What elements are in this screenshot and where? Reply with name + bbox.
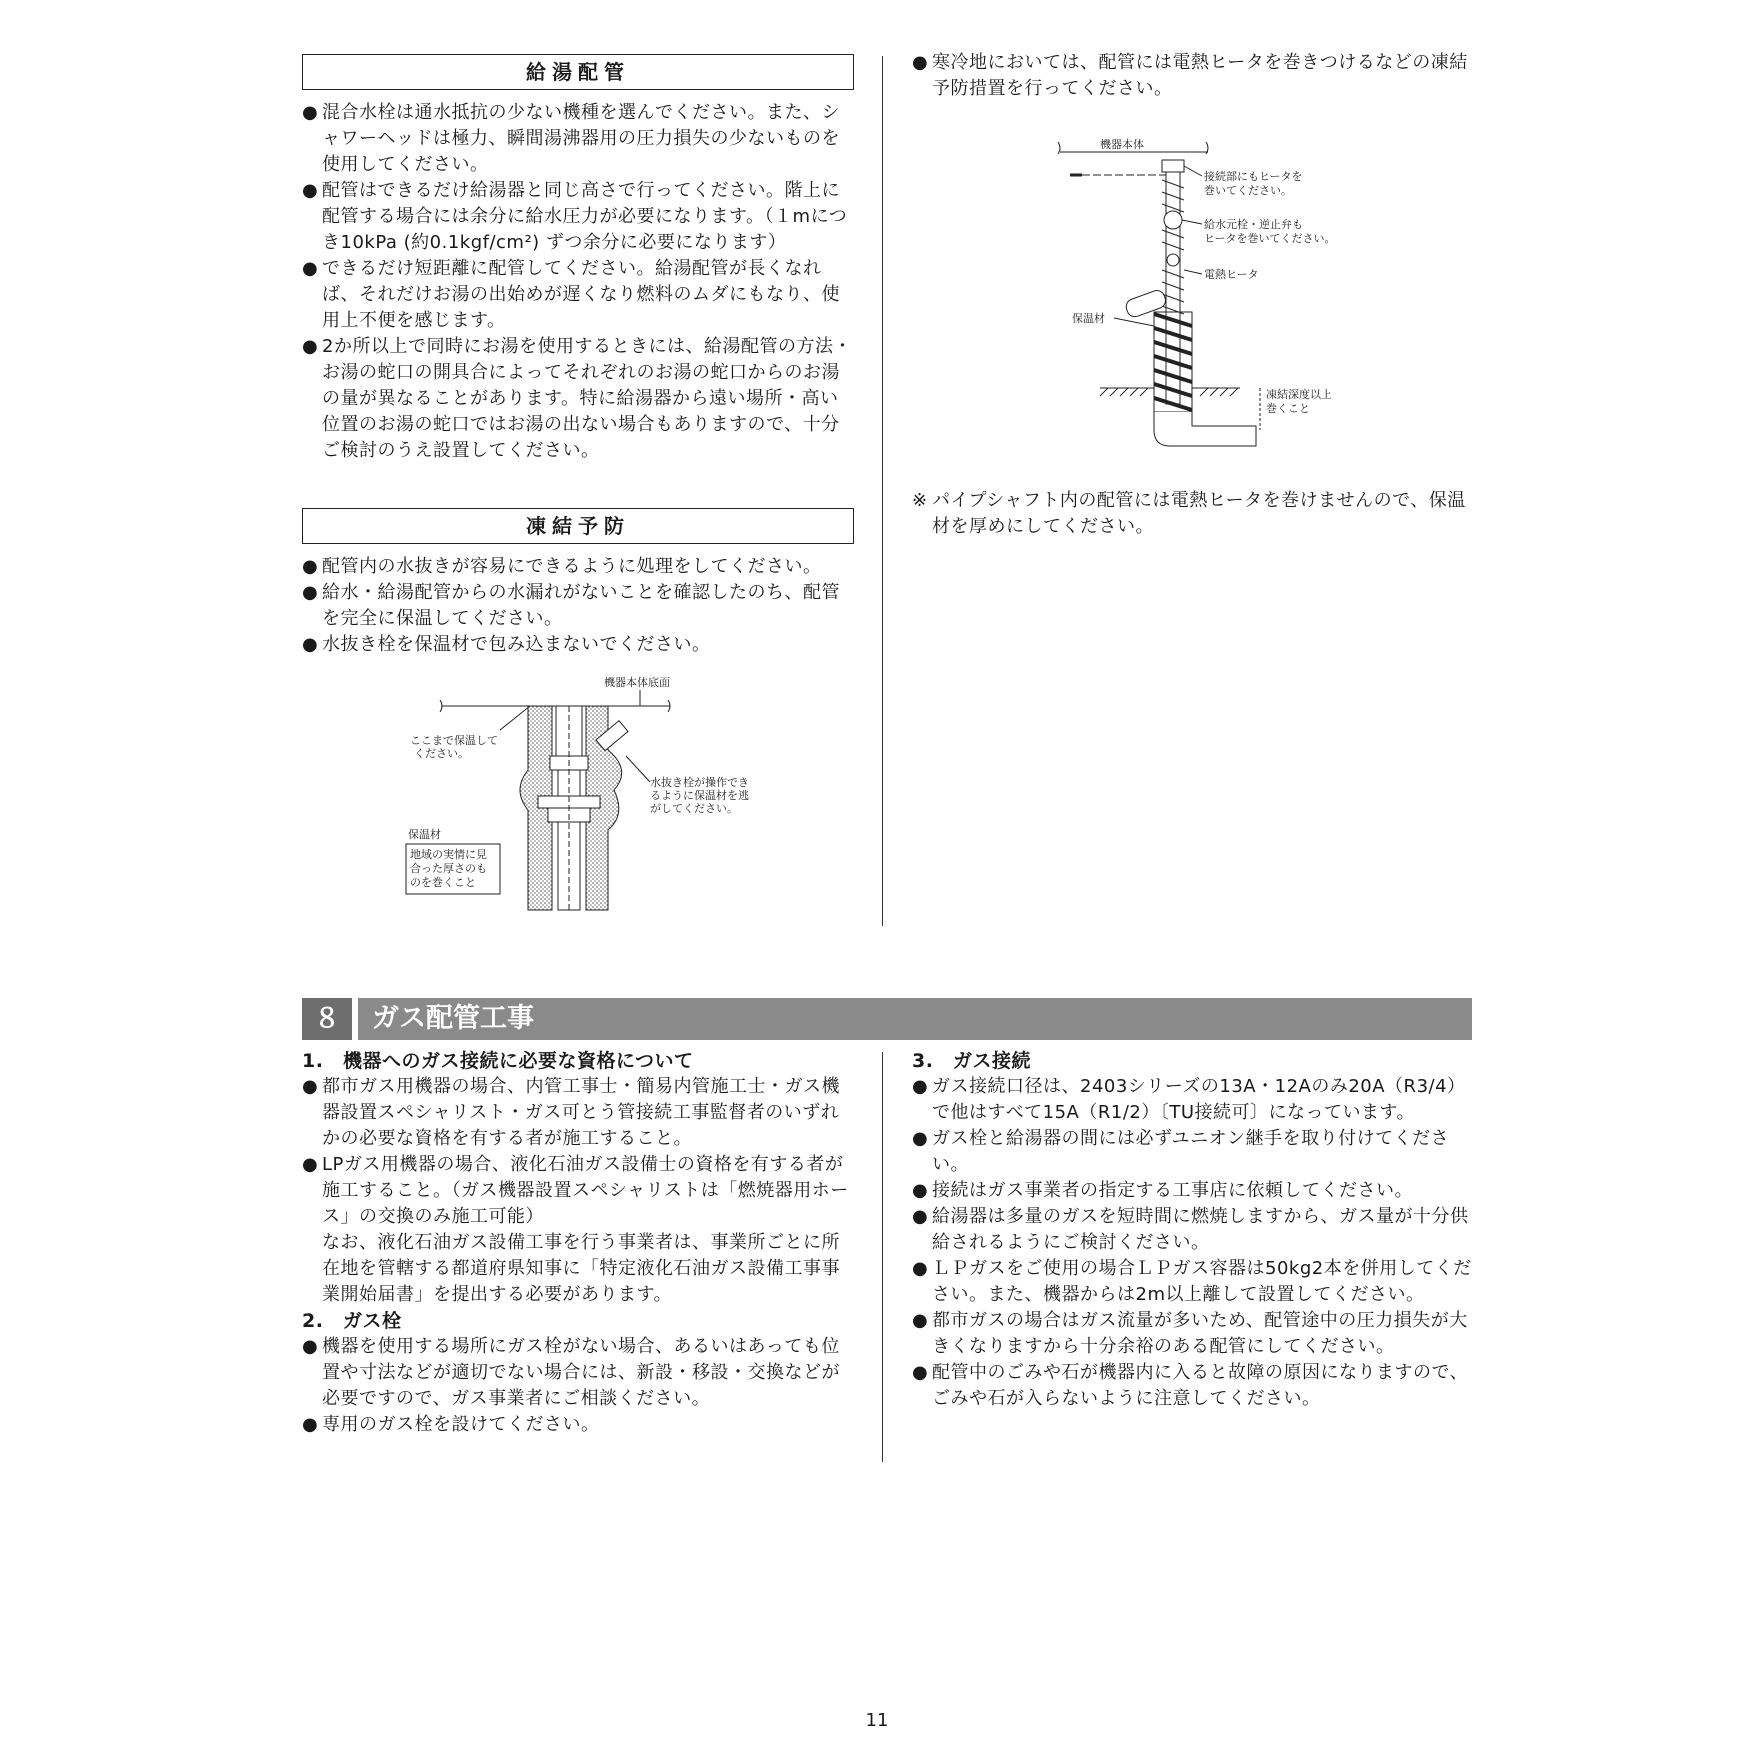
right-column-top [912, 50, 1472, 102]
page-number: 11 [865, 1710, 889, 1731]
left-column-top [302, 54, 854, 658]
bullet-icon: ● [302, 336, 319, 357]
list-item: ● 機器を使用する場所にガス栓がない場合、あるいはあっても位置や寸法などが適切でない場合には、新設・移設・交換などが必要ですので、ガス事業者にご相談ください。 [302, 1336, 840, 1409]
list-item: ● できるだけ短距離に配管してください。給湯配管が長くなれば、それだけお湯の出始めが遅くなり燃料のムダにもなり、使用上不便を感じます。 [302, 258, 840, 331]
gas-connection-heading: 3. ガス接続 [912, 1050, 1031, 1072]
hot-water-piping-heading: 給湯配管 [302, 54, 854, 90]
bullet-icon: ● [302, 634, 319, 655]
freeze-prevention-heading: 凍結予防 [302, 508, 854, 544]
section-8-header [302, 998, 1472, 1040]
list-item: ● 都市ガスの場合はガス流量が多いため、配管途中の圧力損失が大きくなりますから十分余裕のある配管にしてください。 [912, 1310, 1468, 1357]
bullet-icon: ● [302, 180, 319, 201]
diagram-label-bottom: 機器本体底面 [604, 676, 670, 689]
bullet-icon: ● [912, 1180, 929, 1201]
hot-water-piping-list [302, 100, 854, 464]
bullet-icon: ● [302, 102, 319, 123]
column-divider-bottom [882, 1052, 883, 1462]
list-item: ● 配管内の水抜きが容易にできるように処理をしてください。 [302, 554, 854, 580]
list-item: ● 寒冷地においては、配管には電熱ヒータを巻きつけるなどの凍結予防措置を行ってください。 [912, 52, 1468, 99]
qualification-heading: 1. 機器へのガス接続に必要な資格について [302, 1050, 694, 1072]
diagram-label-drain: 水抜き栓が操作できるように保温材を逃がしてください。 [650, 776, 749, 815]
list-item: ● ガス接続口径は、2403シリーズの13A・12Aのみ20A（R3/4）で他はすべて15A（R1/2）〔TU接続可〕になっています。 [912, 1076, 1466, 1123]
list-item: ● 給水・給湯配管からの水漏れがないことを確認したのち、配管を完全に保温してください。 [302, 582, 840, 629]
diagram-label-valve: 給水元栓・逆止弁もヒータを巻いてください。 [1204, 218, 1336, 245]
bullet-icon: ● [912, 1362, 929, 1383]
diagram-label-insulate: ここまで保温してください。 [410, 734, 498, 760]
list-item: ● 混合水栓は通水抵抗の少ない機種を選んでください。また、シャワーヘッドは極力、瞬間湯沸器用の圧力損失の少ないものを使用してください。 [302, 102, 840, 175]
heater-wrapping-diagram [1050, 130, 1380, 460]
bullet-icon: ● [302, 1414, 319, 1435]
diagram-label-body: 機器本体 [1100, 138, 1144, 151]
diagram-label-material-2: 保温材 [1072, 312, 1105, 325]
diagram-label-depth: 凍結深度以上巻くこと [1266, 388, 1332, 415]
bullet-icon: ● [912, 1128, 929, 1149]
list-item: ● 専用のガス栓を設けてください。 [302, 1412, 854, 1438]
right-column-bottom [912, 1048, 1474, 1412]
qualification-note: なお、液化石油ガス設備工事を行う事業者は、事業所ごとに所在地を管轄する都道府県知事に「特定液化石油ガス設備工事事業開始届書」を提出する必要があります。 [322, 1232, 840, 1305]
list-item: ● 配管中のごみや石が機器内に入ると故障の原因になりますので、ごみや石が入らないように注意してください。 [912, 1362, 1469, 1409]
gas-cock-heading: 2. ガス栓 [302, 1310, 402, 1332]
list-item: ● 接続はガス事業者の指定する工事店に依頼してください。 [912, 1178, 1474, 1204]
list-item: ● 都市ガス用機器の場合、内管工事士・簡易内管施工士・ガス機器設置スペシャリスト・ガス可とう管接続工事監督者のいずれかの必要な資格を有する者が施工すること。 [302, 1076, 840, 1149]
list-item: ● ガス栓と給湯器の間には必ずユニオン継手を取り付けてください。 [912, 1128, 1450, 1175]
bullet-icon: ● [912, 1206, 929, 1227]
bullet-icon: ● [912, 1076, 929, 1097]
diagram-label-material-box: 地域の実情に見合った厚さのものを巻くこと [410, 848, 487, 889]
list-item: ● 配管はできるだけ給湯器と同じ高さで行ってください。階上に配管する場合には余分に給水圧力が必要になります。（１mにつき10kPa (約0.1kgf/cm²) ずつ余分に必要になります） [302, 180, 848, 253]
list-item: ● 水抜き栓を保温材で包み込まないでください。 [302, 632, 854, 658]
bullet-icon: ● [302, 1154, 319, 1175]
list-item: ● 給湯器は多量のガスを短時間に燃焼しますから、ガス量が十分供給されるようにご検討ください。 [912, 1206, 1469, 1253]
diagram-label-material: 保温材 [408, 828, 441, 841]
column-divider-top [882, 56, 883, 926]
section-number: ８ [302, 998, 352, 1040]
left-column-bottom [302, 1048, 854, 1438]
list-item: ● ＬＰガスをご使用の場合ＬＰガス容器は50kg2本を併用してください。また、機器からは2m以上離して設置してください。 [912, 1258, 1472, 1305]
bullet-icon: ● [302, 1336, 319, 1357]
bullet-icon: ● [302, 582, 319, 603]
cold-region-note: ※ パイプシャフト内の配管には電熱ヒータを巻けませんので、保温材を厚めにしてください。 [912, 490, 1466, 537]
bullet-icon: ● [912, 52, 929, 73]
bullet-icon: ● [302, 556, 319, 577]
diagram-label-heater: 電熱ヒータ [1204, 268, 1259, 281]
note-mark: ※ [912, 490, 928, 511]
diagram-label-joint: 接続部にもヒータを巻いてください。 [1204, 170, 1303, 197]
drain-valve-insulation-diagram [400, 670, 749, 910]
bullet-icon: ● [302, 1076, 319, 1097]
bullet-icon: ● [912, 1258, 929, 1279]
list-item: ● LPガス用機器の場合、液化石油ガス設備士の資格を有する者が施工すること。（ガス機器設置スペシャリストは「燃焼器用ホース」の交換のみ施工可能） [302, 1154, 849, 1227]
bullet-icon: ● [302, 258, 319, 279]
list-item: ● 2か所以上で同時にお湯を使用するときには、給湯配管の方法・お湯の蛇口の開具合によってそれぞれのお湯の蛇口からのお湯の量が異なることがあります。特に給湯器から遠い場所・高い位置のお湯の蛇口ではお湯の出ない場合もありますので、十分ご検討のうえ設置してください。 [302, 336, 852, 461]
freeze-prevention-list [302, 554, 854, 658]
bullet-icon: ● [912, 1310, 929, 1331]
section-title: ガス配管工事 [372, 1003, 534, 1034]
